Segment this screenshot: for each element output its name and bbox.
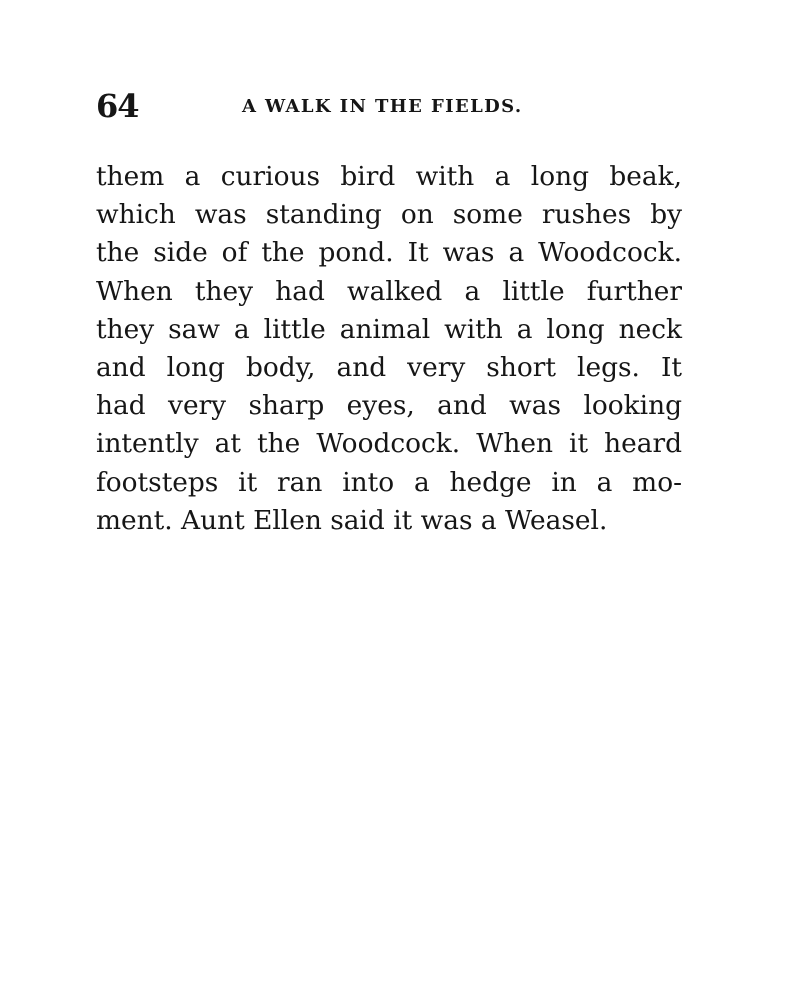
text-line: and long body, and very short legs. It <box>96 351 682 383</box>
text-line: which was standing on some rushes by <box>96 199 682 231</box>
text-line: footsteps it ran into a hedge in a mo- <box>96 466 682 498</box>
running-head <box>96 86 686 126</box>
text-line: had very sharp eyes, and was looking <box>96 390 682 422</box>
text-line: ment. Aunt Ellen said it was a Weasel. <box>96 504 608 536</box>
text-line: intently at the Woodcock. When it heard <box>96 428 682 460</box>
text-line: When they had walked a little further <box>96 275 682 307</box>
text-line: the side of the pond. It was a Woodcock. <box>96 237 682 269</box>
text-line: they saw a little animal with a long neck <box>96 313 682 345</box>
running-title: A WALK IN THE FIELDS. <box>242 96 523 117</box>
page-number: 64 <box>96 87 139 125</box>
text-line: them a curious bird with a long beak, <box>96 161 682 192</box>
body-paragraph <box>96 158 682 540</box>
